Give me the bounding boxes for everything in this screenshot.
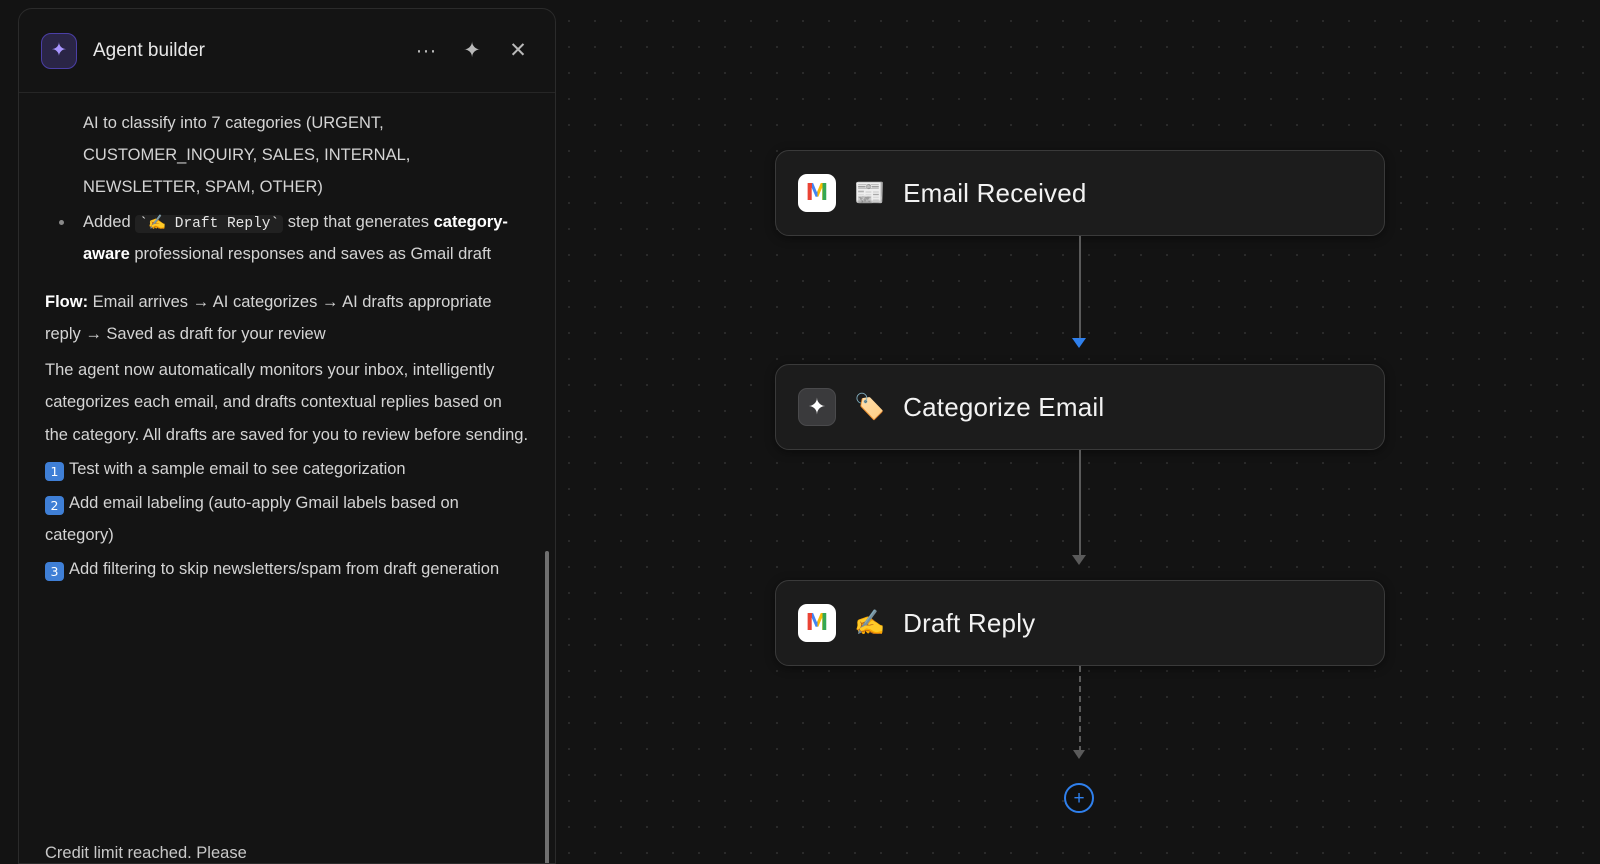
connector-arrow-1 bbox=[1072, 338, 1086, 348]
panel-body[interactable] bbox=[19, 93, 555, 864]
panel-header bbox=[19, 9, 555, 93]
node-draft-reply[interactable] bbox=[775, 580, 1385, 666]
sparkle-icon: ✦ bbox=[41, 33, 77, 69]
panel-title: Agent builder bbox=[93, 39, 205, 61]
node-categorize-email[interactable] bbox=[775, 364, 1385, 450]
flow-text: Email arrives → AI categorizes → AI drafts appropriate reply → Saved as draft for your review bbox=[45, 292, 492, 344]
sparkle-icon: ✦ bbox=[798, 388, 836, 426]
code-text: Draft Reply bbox=[174, 215, 271, 232]
connector-line-2 bbox=[1079, 450, 1081, 560]
magic-wand-button[interactable]: ✦ bbox=[457, 36, 487, 66]
change-bold: category-aware bbox=[83, 212, 508, 263]
changes-list bbox=[45, 107, 529, 270]
panel-scrollbar[interactable] bbox=[545, 551, 549, 864]
suggestion-item bbox=[45, 453, 529, 485]
number-badge-1: 1 bbox=[45, 462, 64, 481]
suggestion-text: Test with a sample email to see categorization bbox=[69, 459, 406, 478]
gmail-icon: M bbox=[798, 174, 836, 212]
summary-paragraph: The agent now automatically monitors your inbox, intelligently categorizes each email, and drafts contextual replies based on the category. All drafts are saved for you to review before sending. bbox=[45, 361, 529, 444]
node-title: Draft Reply bbox=[903, 607, 1036, 638]
credit-limit-notice: Credit limit reached. Please bbox=[45, 843, 247, 862]
flow-label: Flow: bbox=[45, 292, 89, 311]
number-badge-3: 3 bbox=[45, 562, 64, 581]
code-chip: `✍️ Draft Reply` bbox=[135, 215, 283, 233]
node-title: Categorize Email bbox=[903, 391, 1105, 422]
change-suffix-1: step that generates bbox=[283, 212, 434, 231]
add-node-button[interactable]: + bbox=[1064, 783, 1094, 813]
node-title: Email Received bbox=[903, 177, 1087, 208]
label-emoji-icon: 🏷️ bbox=[854, 392, 886, 421]
connector-line-dashed bbox=[1079, 666, 1081, 752]
suggestion-item bbox=[45, 487, 529, 551]
newspaper-emoji-icon: 📰 bbox=[854, 178, 886, 207]
connector-line-1 bbox=[1079, 236, 1081, 342]
change-text: AI to classify into 7 categories (URGENT, CUSTOMER_INQUIRY, SALES, INTERNAL, NEWSLETTER, SPAM, OTHER) bbox=[83, 114, 411, 197]
flow-paragraph bbox=[45, 286, 529, 350]
suggestion-text: Add email labeling (auto-apply Gmail labels based on category) bbox=[45, 493, 459, 545]
close-button[interactable]: ✕ bbox=[503, 36, 533, 66]
change-suffix-2: professional responses and saves as Gmail draft bbox=[129, 244, 492, 263]
writing-hand-emoji-icon: ✍️ bbox=[148, 215, 167, 232]
number-badge-2: 2 bbox=[45, 496, 64, 515]
agent-builder-panel bbox=[18, 8, 556, 864]
list-item bbox=[45, 206, 529, 270]
suggestion-item bbox=[45, 553, 529, 585]
connector-arrow-3 bbox=[1073, 750, 1085, 759]
connector-arrow-2 bbox=[1072, 555, 1086, 565]
suggestion-text: Add filtering to skip newsletters/spam from draft generation bbox=[69, 560, 500, 579]
more-options-button[interactable]: ··· bbox=[411, 36, 441, 66]
node-email-received[interactable] bbox=[775, 150, 1385, 236]
writing-hand-emoji-icon: ✍️ bbox=[854, 608, 886, 637]
change-prefix: Added bbox=[83, 212, 136, 231]
list-item bbox=[45, 107, 529, 204]
gmail-icon: M bbox=[798, 604, 836, 642]
